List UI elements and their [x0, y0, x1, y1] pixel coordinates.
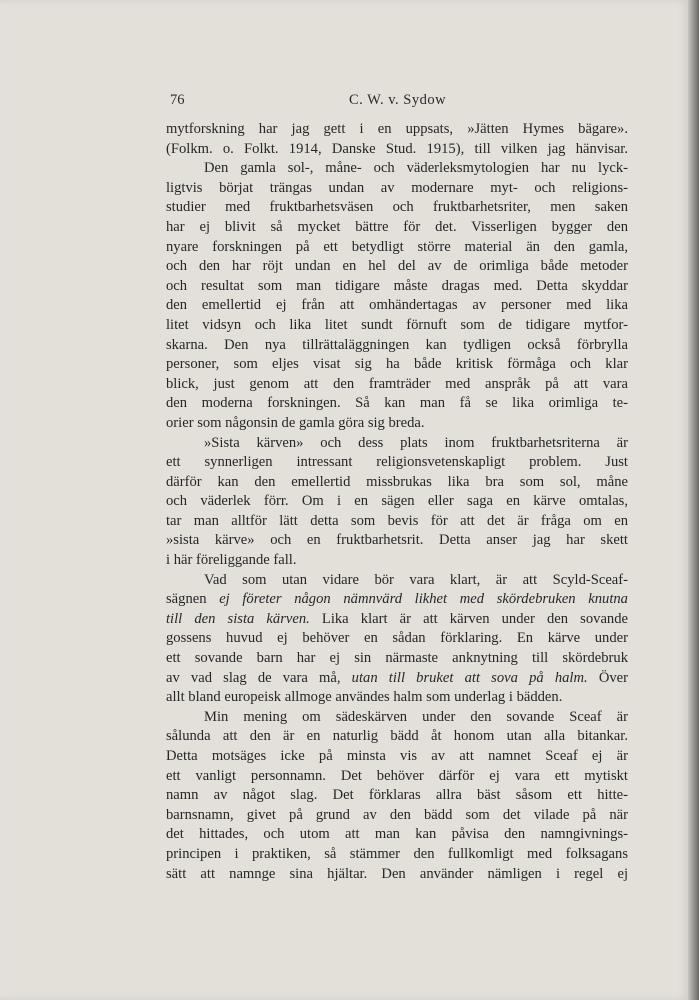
body-text — [166, 120, 628, 884]
text-segment: Lika klart är att kärven under den sovande — [309, 610, 628, 627]
text-line — [166, 649, 628, 669]
text-line — [166, 629, 628, 649]
text-segment: och väderlek förr. Om i en sägen eller saga en kärve omtalas, — [166, 493, 628, 510]
text-segment: och den har röjt undan en hel del av de orimliga både metoder — [166, 258, 628, 275]
text-segment: namn av något slag. Det förklaras allra bäst såsom ett hitte- — [166, 787, 628, 804]
text-line — [166, 825, 628, 845]
text-line — [166, 120, 628, 140]
text-segment: Den gamla sol-, måne- och väderleksmytologien har nu lyck- — [204, 160, 628, 177]
text-segment: sålunda att den är en naturlig bädd åt honom utan alla bitankar. — [166, 728, 628, 745]
text-line — [166, 218, 628, 238]
text-line — [166, 140, 628, 160]
text-segment: Min mening om sädeskärven under den sovande Sceaf är — [204, 708, 628, 725]
text-segment: studier med fruktbarhetsväsen och fruktbarhetsriter, men saken — [166, 199, 628, 216]
text-line — [166, 238, 628, 258]
scan-edge — [688, 0, 699, 1000]
italic-text-segment: ej företer någon nämnvärd likhet med skördebruken knutna — [219, 591, 628, 608]
text-segment: därför kan den emellertid missbrukas lika bra som sol, måne — [166, 473, 628, 490]
italic-text-segment: utan till bruket att sova på halm. — [351, 669, 588, 686]
text-line — [166, 669, 628, 689]
text-line — [166, 159, 628, 179]
text-segment: ligtvis börjat trängas undan av modernare myt- och religions- — [166, 179, 628, 196]
text-line — [166, 394, 628, 414]
text-line — [166, 198, 628, 218]
text-line — [166, 747, 628, 767]
text-segment: allt bland europeisk allmoge användes halm som underlag i bädden. — [166, 689, 563, 706]
text-segment: (Folkm. o. Folkt. 1914, Danske Stud. 1915), till vilken jag hänvisar. — [166, 140, 628, 157]
text-segment: det hittades, och utom att man kan påvisa den namngivnings- — [166, 826, 628, 843]
text-segment: ett synnerligen intressant religionsvetenskapligt problem. Just — [166, 454, 628, 471]
running-head: C. W. v. Sydow — [348, 92, 447, 108]
text-segment: barnsnamn, givet på grund av den bädd som det vilade på när — [166, 806, 628, 823]
text-line — [166, 277, 628, 297]
text-segment: har ej blivit så mycket bättre för det. Visserligen bygger den — [166, 218, 628, 235]
text-segment: Vad som utan vidare bör vara klart, är att Scyld-Sceaf- — [204, 571, 628, 588]
text-line — [166, 355, 628, 375]
text-line — [166, 512, 628, 532]
text-segment: »Sista kärven» och dess plats inom fruktbarhetsriterna är — [204, 434, 628, 451]
text-segment: den moderna forskningen. Så kan man få se lika orimliga te- — [166, 395, 628, 412]
text-segment: ett sovande barn har ej sin närmaste anknytning till skördebruk — [166, 650, 628, 667]
text-line — [166, 767, 628, 787]
italic-text-segment: till den sista kärven. — [166, 610, 310, 627]
text-segment: mytforskning har jag gett i en uppsats, »Jätten Hymes bägare». — [166, 121, 628, 137]
text-line — [166, 688, 628, 708]
text-line — [166, 727, 628, 747]
text-segment: orier som någonsin de gamla göra sig breda. — [166, 414, 425, 431]
text-line — [166, 845, 628, 865]
text-segment: av vad slag de vara må, — [166, 669, 352, 686]
text-segment: principen i praktiken, så stämmer den fullkomligt med folksagans — [166, 845, 628, 862]
text-line — [166, 257, 628, 277]
text-segment: sätt att namnge sina hjältar. Den använder nämligen i regel ej — [166, 865, 628, 882]
text-line — [166, 786, 628, 806]
text-line — [166, 571, 628, 591]
text-line — [166, 865, 628, 885]
text-line — [166, 492, 628, 512]
text-line — [166, 473, 628, 493]
text-segment: gossens huvud ej behöver en sådan förklaring. En kärve under — [166, 630, 628, 647]
text-line — [166, 453, 628, 473]
text-line — [166, 610, 628, 630]
text-line — [166, 414, 628, 434]
text-line — [166, 375, 628, 395]
text-segment: »sista kärve» och en fruktbarhetsrit. Detta anser jag har skett — [166, 532, 628, 549]
text-line — [166, 434, 628, 454]
text-line — [166, 336, 628, 356]
text-segment: tar man alltför lätt detta som bevis för att det är fråga om en — [166, 512, 628, 529]
text-segment: Över — [587, 669, 628, 686]
text-segment: och resultat som man tidigare måste dragas med. Detta skyddar — [166, 277, 628, 294]
text-segment: blick, just genom att den framträder med anspråk på att vara — [166, 375, 628, 392]
page-number: 76 — [170, 92, 185, 108]
text-segment: den emellertid ej från att omhändertagas av personer med lika — [166, 297, 628, 314]
text-line — [166, 806, 628, 826]
text-segment: personer, som eljes visat sig ha både kritisk förmåga och klar — [166, 356, 628, 373]
text-line — [166, 590, 628, 610]
text-segment: i här föreliggande fall. — [166, 552, 297, 569]
page-header — [170, 92, 625, 112]
text-line — [166, 296, 628, 316]
text-segment: nyare forskningen på ett betydligt större material än den gamla, — [166, 238, 628, 255]
text-segment: ett vanligt personnamn. Det behöver därför ej vara ett mytiskt — [166, 767, 628, 784]
text-segment: Detta motsäges icke på minsta vis av att namnet Sceaf ej är — [166, 748, 628, 764]
text-line — [166, 708, 628, 728]
text-line — [166, 179, 628, 199]
text-segment: litet vidsyn och lika litet sundt förnuft som de tidigare mytfor- — [166, 316, 628, 333]
text-line — [166, 551, 628, 571]
text-segment: sägnen — [166, 591, 220, 608]
text-line — [166, 316, 628, 336]
text-line — [166, 531, 628, 551]
text-segment: skarna. Den nya tillrättaläggningen kan tydligen också förbrylla — [166, 336, 628, 353]
